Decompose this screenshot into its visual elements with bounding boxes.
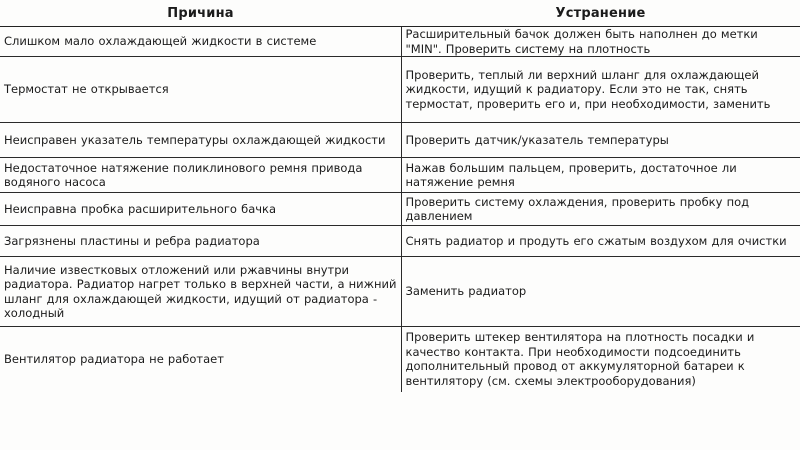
table-header-row xyxy=(0,0,800,27)
cause-cell: Наличие известковых отложений или ржавчины внутри радиатора. Радиатор нагрет только в верхней части, а нижний шланг для охлаждающей жидкости, идущий от радиатора - холодный xyxy=(0,257,401,327)
remedy-cell: Проверить штекер вентилятора на плотность посадки и качество контакта. При необходимости подсоединить дополнительный провод от аккумуляторной батареи к вентилятору (см. схемы электрооборудования) xyxy=(405,330,755,388)
cause-cell: Термостат не открывается xyxy=(0,57,401,123)
table-row xyxy=(0,158,800,193)
table-row xyxy=(0,123,800,158)
table-row xyxy=(0,327,800,392)
header-cause: Причина xyxy=(0,0,401,27)
remedy-cell: Нажав большим пальцем, проверить, достаточное ли натяжение ремня xyxy=(401,158,800,193)
header-remedy: Устранение xyxy=(401,0,800,27)
table-row xyxy=(0,226,800,257)
cause-cell: Неисправна пробка расширительного бачка xyxy=(0,193,401,226)
remedy-cell: Заменить радиатор xyxy=(401,257,800,327)
remedy-cell: Проверить датчик/указатель температуры xyxy=(401,123,800,158)
cause-cell: Неисправен указатель температуры охлаждающей жидкости xyxy=(0,123,401,158)
cause-cell: Недостаточное натяжение поликлинового ремня привода водяного насоса xyxy=(0,158,401,193)
table-row xyxy=(0,57,800,123)
remedy-cell: Проверить систему охлаждения, проверить пробку под давлением xyxy=(401,193,800,226)
table-row xyxy=(0,193,800,226)
cause-cell: Загрязнены пластины и ребра радиатора xyxy=(0,226,401,257)
remedy-cell: Проверить, теплый ли верхний шланг для охлаждающей жидкости, идущий к радиатору. Если это не так, снять термостат, проверить его и, при необходимости, заменить xyxy=(401,57,800,123)
remedy-cell: Снять радиатор и продуть его сжатым воздухом для очистки xyxy=(401,226,800,257)
table-body xyxy=(0,27,800,392)
cause-cell: Вентилятор радиатора не работает xyxy=(0,327,401,392)
table-row xyxy=(0,257,800,327)
table-row xyxy=(0,27,800,57)
cause-cell: Слишком мало охлаждающей жидкости в системе xyxy=(0,27,401,57)
remedy-cell: Расширительный бачок должен быть наполнен до метки "MIN". Проверить систему на плотность xyxy=(401,27,800,57)
